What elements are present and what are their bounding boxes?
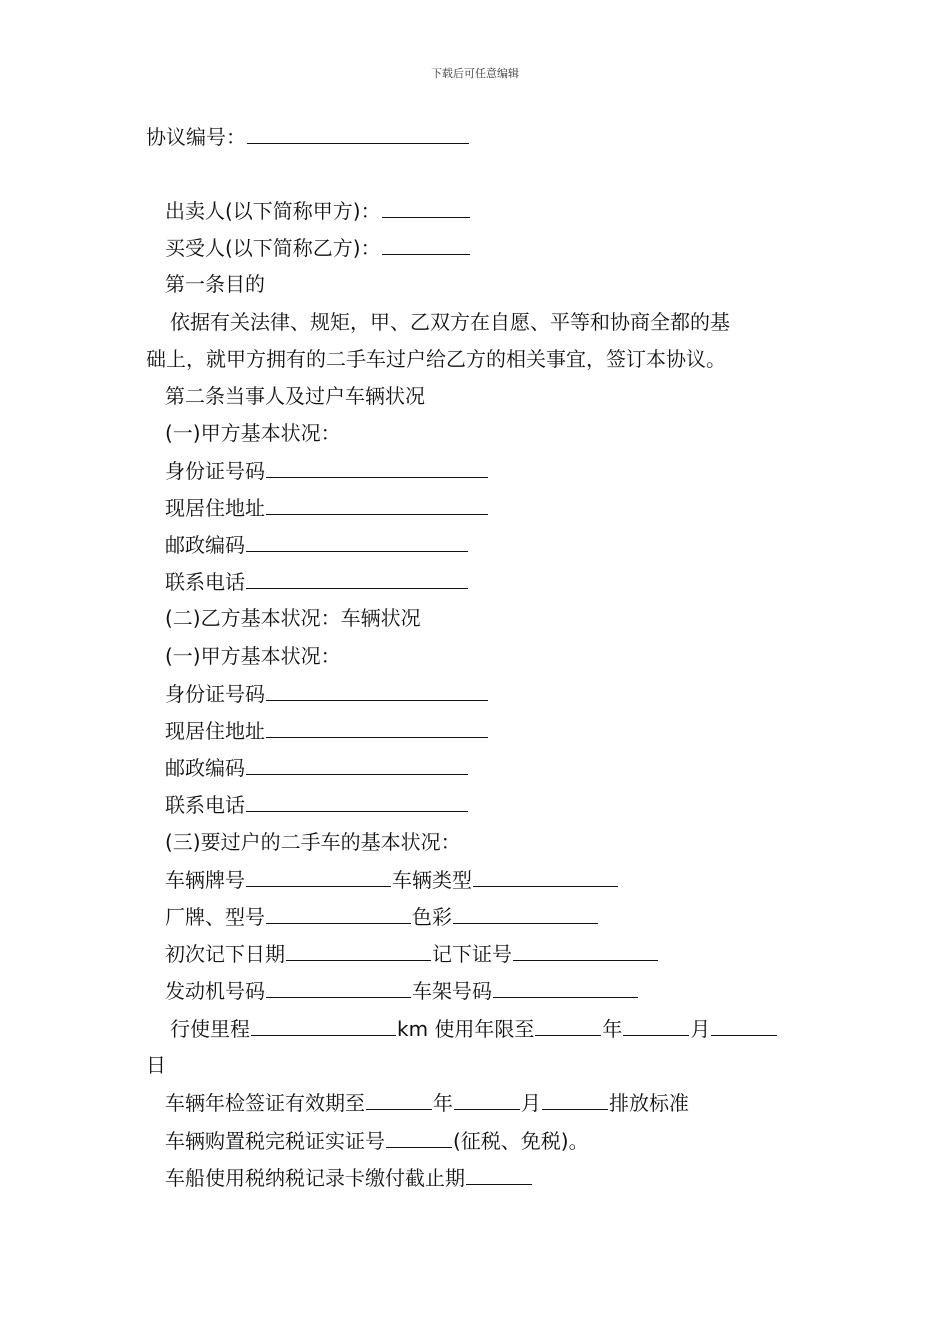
use-until-label: km 使用年限至 [397, 1017, 535, 1041]
color-label: 色彩 [412, 905, 452, 929]
id-number-label: 身份证号码 [165, 459, 265, 483]
vehicle-mileage-line [170, 1015, 778, 1042]
article1-title: 第一条目的 [165, 272, 265, 296]
first-reg-date-blank[interactable] [286, 940, 431, 961]
phone-blank[interactable] [246, 791, 468, 812]
article1-text-line2: 础上，就甲方拥有的二手车过户给乙方的相关事宜，签订本协议。 [146, 347, 726, 371]
vehicle-engine-frame-line [165, 977, 639, 1004]
seller-line [165, 197, 471, 224]
reg-cert-label: 记下证号 [432, 942, 512, 966]
vessel-tax-line [165, 1164, 533, 1191]
inspection-month-blank[interactable] [454, 1089, 520, 1110]
seller-label: 出卖人(以下简称甲方)： [165, 199, 381, 223]
agreement-number-line [146, 123, 470, 150]
mileage-label: 行使里程 [170, 1017, 250, 1041]
party-a2-address-line [165, 717, 489, 744]
party-a2-postcode-line [165, 754, 469, 781]
color-blank[interactable] [453, 903, 598, 924]
reg-cert-blank[interactable] [513, 940, 658, 961]
month-label: 月 [521, 1091, 541, 1115]
agreement-number-label: 协议编号： [146, 125, 246, 149]
article1-text-line1: 依据有关法律、规矩，甲、乙双方在自愿、平等和协商全都的基 [170, 310, 730, 334]
party-a2-phone-line [165, 791, 469, 818]
party-a-postcode-line [165, 531, 469, 558]
month-label: 月 [690, 1017, 711, 1041]
vehicle-type-label: 车辆类型 [392, 868, 472, 892]
inspection-year-blank[interactable] [366, 1089, 432, 1110]
brand-model-label: 厂牌、型号 [165, 905, 265, 929]
vessel-tax-blank[interactable] [466, 1164, 532, 1185]
phone-blank[interactable] [246, 568, 468, 589]
phone-label: 联系电话 [165, 570, 245, 594]
party-a-title: (一)甲方基本状况： [165, 421, 341, 445]
party-a2-title: (一)甲方基本状况： [165, 644, 341, 668]
frame-no-label: 车架号码 [412, 979, 492, 1003]
id-number-label: 身份证号码 [165, 682, 265, 706]
buyer-blank[interactable] [382, 234, 470, 255]
seller-blank[interactable] [382, 197, 470, 218]
year-label: 年 [602, 1017, 623, 1041]
vehicle-title: (三)要过户的二手车的基本状况： [165, 830, 461, 854]
inspection-valid-label: 车辆年检签证有效期至 [165, 1091, 365, 1115]
postcode-label: 邮政编码 [165, 756, 245, 780]
brand-model-blank[interactable] [266, 903, 411, 924]
vehicle-registration-line [165, 940, 659, 967]
postcode-blank[interactable] [246, 531, 468, 552]
party-a-phone-line [165, 568, 469, 595]
address-label: 现居住地址 [165, 496, 265, 520]
postcode-blank[interactable] [246, 754, 468, 775]
address-label: 现居住地址 [165, 719, 265, 743]
page-header: 下载后可任意编辑 [431, 67, 519, 80]
first-reg-date-label: 初次记下日期 [165, 942, 285, 966]
vehicle-type-blank[interactable] [473, 866, 618, 887]
phone-label: 联系电话 [165, 793, 245, 817]
year-label: 年 [433, 1091, 453, 1115]
postcode-label: 邮政编码 [165, 533, 245, 557]
party-b-title: (二)乙方基本状况：车辆状况 [165, 606, 421, 630]
inspection-line [165, 1089, 689, 1116]
party-a-id-line [165, 457, 489, 484]
party-a-address-line [165, 494, 489, 521]
vehicle-plate-type-line [165, 866, 619, 893]
tax-note: (征税、免税)。 [453, 1129, 589, 1153]
use-until-month-blank[interactable] [623, 1015, 689, 1036]
address-blank[interactable] [266, 717, 488, 738]
purchase-tax-label: 车辆购置税完税证实证号 [165, 1129, 385, 1153]
mileage-blank[interactable] [251, 1015, 396, 1036]
article2-title: 第二条当事人及过户车辆状况 [165, 384, 425, 408]
plate-label: 车辆牌号 [165, 868, 245, 892]
inspection-day-blank[interactable] [542, 1089, 608, 1110]
day-label: 日 [146, 1053, 166, 1077]
id-number-blank[interactable] [266, 457, 488, 478]
emission-label: 排放标准 [609, 1091, 689, 1115]
purchase-tax-blank[interactable] [386, 1127, 452, 1148]
engine-no-label: 发动机号码 [165, 979, 265, 1003]
vessel-tax-label: 车船使用税纳税记录卡缴付截止期 [165, 1166, 465, 1190]
plate-blank[interactable] [246, 866, 391, 887]
vehicle-brand-color-line [165, 903, 599, 930]
buyer-label: 买受人(以下简称乙方)： [165, 236, 381, 260]
engine-no-blank[interactable] [266, 977, 411, 998]
purchase-tax-line [165, 1127, 589, 1154]
use-until-year-blank[interactable] [535, 1015, 601, 1036]
agreement-number-blank[interactable] [247, 123, 469, 144]
party-a2-id-line [165, 680, 489, 707]
id-number-blank[interactable] [266, 680, 488, 701]
frame-no-blank[interactable] [493, 977, 638, 998]
use-until-day-blank[interactable] [711, 1015, 777, 1036]
buyer-line [165, 234, 471, 261]
address-blank[interactable] [266, 494, 488, 515]
